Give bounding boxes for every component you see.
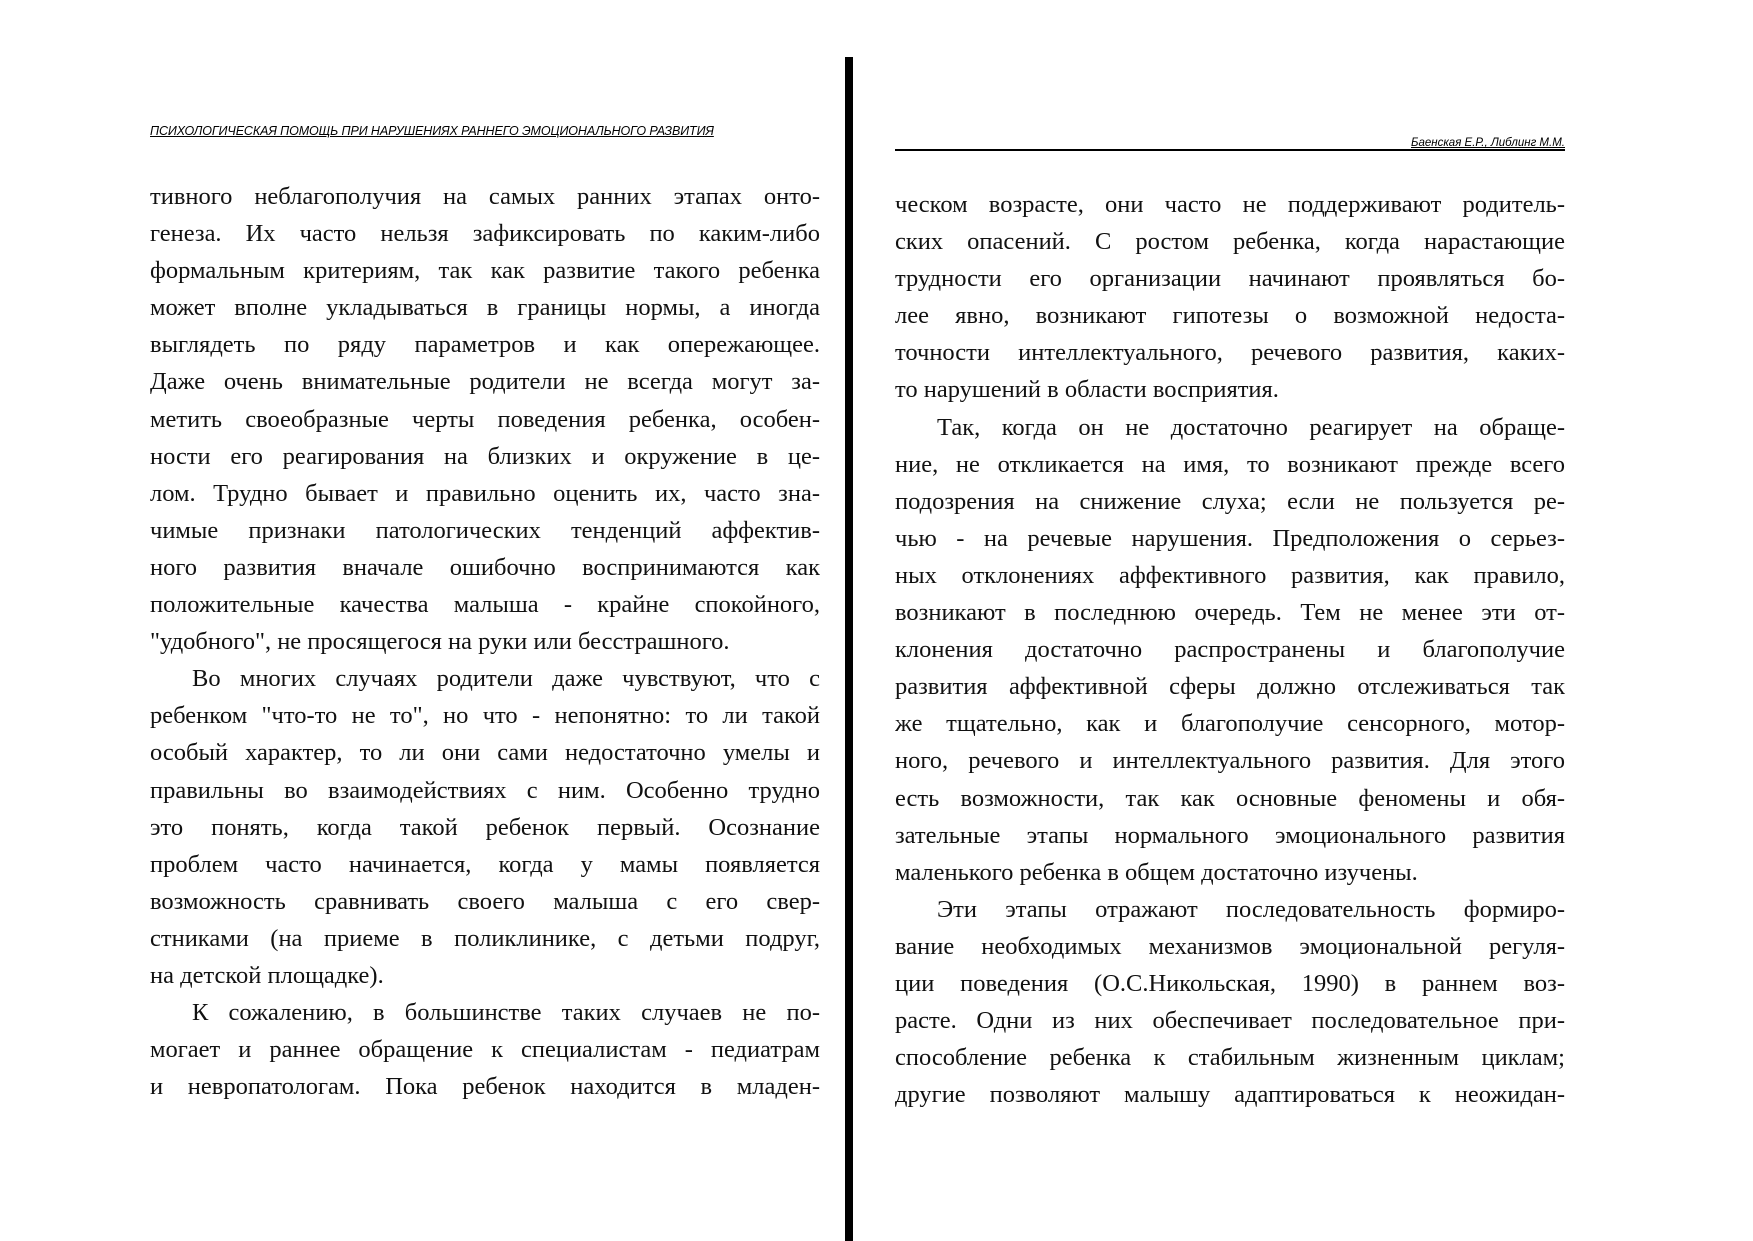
text-line: есть возможности, так как основные феномены и обя- <box>895 784 1565 812</box>
text-line: зательные этапы нормального эмоционального развития <box>895 821 1565 849</box>
text-line: стниками (на приеме в поликлинике, с детьми подруг, <box>150 924 820 952</box>
text-line: на детской площадке). <box>150 961 384 989</box>
text-line: точности интеллектуального, речевого развития, каких- <box>895 339 1565 367</box>
text-line: может вполне укладываться в границы нормы, а иногда <box>150 294 820 322</box>
text-line: расте. Одни из них обеспечивает последовательное при- <box>895 1007 1565 1035</box>
text-line: ции поведения (О.С.Никольская, 1990) в раннем воз- <box>895 969 1565 997</box>
text-line: Эти этапы отражают последовательность формиро- <box>937 895 1565 923</box>
running-head-left: ПСИХОЛОГИЧЕСКАЯ ПОМОЩЬ ПРИ НАРУШЕНИЯХ РАННЕГО ЭМОЦИОНАЛЬНОГО РАЗВИТИЯ <box>150 124 714 138</box>
text-line: чимые признаки патологических тенденций аффектив- <box>150 516 820 544</box>
text-line: возникают в последнюю очередь. Тем не менее эти от- <box>895 599 1565 627</box>
text-line: лом. Трудно бывает и правильно оценить их, часто зна- <box>150 479 820 507</box>
text-line: трудности его организации начинают проявляться бо- <box>895 265 1565 293</box>
text-line: выглядеть по ряду параметров и как опережающее. <box>150 331 820 359</box>
running-head-right: Баенская Е.Р., Либлинг М.М. <box>1411 137 1565 149</box>
text-line: Даже очень внимательные родители не всегда могут за- <box>150 368 820 396</box>
text-line: ческом возрасте, они часто не поддерживают родитель- <box>895 191 1565 218</box>
text-line: Во многих случаях родители даже чувствуют, что с <box>192 665 820 693</box>
text-line: тивного неблагополучия на самых ранних этапах онто- <box>150 183 820 210</box>
text-line: метить своеобразные черты поведения ребенка, особен- <box>150 405 820 433</box>
text-line: ние, не откликается на имя, то возникают прежде всего <box>895 450 1565 478</box>
text-line: маленького ребенка в общем достаточно изучены. <box>895 858 1418 886</box>
text-line: К сожалению, в большинстве таких случаев не по- <box>192 999 820 1027</box>
text-line: возможность сравнивать своего малыша с его свер- <box>150 887 820 915</box>
text-line: Так, когда он не достаточно реагирует на обраще- <box>937 413 1565 441</box>
text-line: другие позволяют малышу адаптироваться к неожидан- <box>895 1081 1565 1109</box>
text-line: "удобного", не просящегося на руки или бесстрашного. <box>150 628 730 656</box>
text-line: ребенком "что-то не то", но что - непонятно: то ли такой <box>150 702 820 730</box>
text-line: правильны во взаимодействиях с ним. Особенно трудно <box>150 776 820 804</box>
text-line: могает и раннее обращение к специалистам - педиатрам <box>150 1036 820 1064</box>
text-line: это понять, когда такой ребенок первый. Осознание <box>150 813 820 841</box>
spine-divider <box>845 57 853 1241</box>
text-line: генеза. Их часто нельзя зафиксировать по каким-либо <box>150 220 820 248</box>
text-line: вание необходимых механизмов эмоциональной регуля- <box>895 932 1565 960</box>
text-line: способление ребенка к стабильным жизненным циклам; <box>895 1044 1565 1072</box>
text-line: ности его реагирования на близких и окружение в це- <box>150 442 820 470</box>
text-line: подозрения на снижение слуха; если не пользуется ре- <box>895 487 1565 515</box>
text-line: развития аффективной сферы должно отслеживаться так <box>895 673 1565 701</box>
text-line: проблем часто начинается, когда у мамы появляется <box>150 850 820 878</box>
right-page-text <box>895 186 1565 1113</box>
text-line: чью - на речевые нарушения. Предположения о серьез- <box>895 524 1565 552</box>
text-line: и невропатологам. Пока ребенок находится в младен- <box>150 1073 820 1101</box>
text-line: ного развития вначале ошибочно воспринимаются как <box>150 553 820 581</box>
text-line: же тщательно, как и благополучие сенсорного, мотор- <box>895 710 1565 738</box>
header-rule <box>895 149 1565 151</box>
text-line: ного, речевого и интеллектуального развития. Для этого <box>895 747 1565 775</box>
text-line: формальным критериям, так как развитие такого ребенка <box>150 257 820 285</box>
text-line: то нарушений в области восприятия. <box>895 376 1279 404</box>
text-line: положительные качества малыша - крайне спокойного, <box>150 591 820 619</box>
text-line: ных отклонениях аффективного развития, как правило, <box>895 561 1565 589</box>
text-line: клонения достаточно распространены и благополучие <box>895 636 1565 664</box>
text-line: особый характер, то ли они сами недостаточно умелы и <box>150 739 820 767</box>
text-line: лее явно, возникают гипотезы о возможной недоста- <box>895 302 1565 330</box>
text-line: ских опасений. С ростом ребенка, когда нарастающие <box>895 228 1565 256</box>
left-page-text <box>150 178 820 1105</box>
